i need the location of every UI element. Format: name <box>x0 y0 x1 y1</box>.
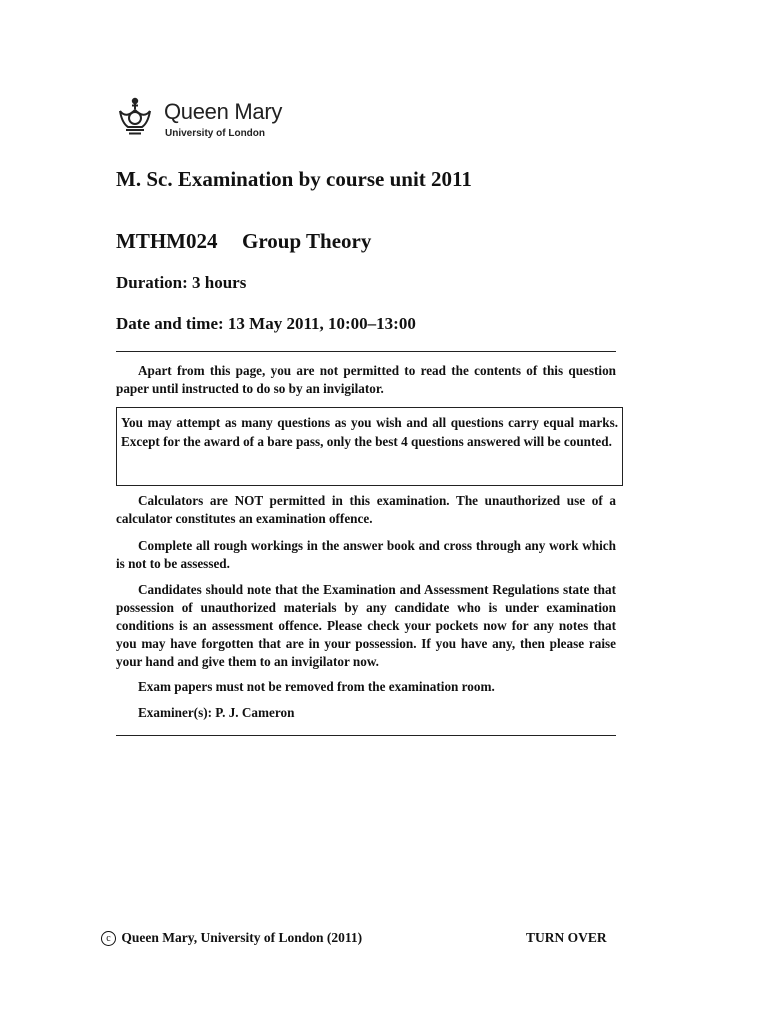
course-name: Group Theory <box>242 229 372 253</box>
copyright-footer <box>101 930 362 946</box>
course-code: MTHM024 <box>116 229 218 253</box>
turn-over: TURN OVER <box>526 930 607 945</box>
calculator-notice: Calculators are NOT permitted in this examination. The unauthorized use of a calculator constitutes an examination offence. <box>116 493 616 526</box>
rough-work-notice: Complete all rough workings in the answer book and cross through any work which is not to be assessed. <box>116 538 616 571</box>
examiners: Examiner(s): P. J. Cameron <box>138 705 295 720</box>
regulations-notice: Candidates should note that the Examination and Assessment Regulations state that possession of unauthorized materials by any candidate who is under examination conditions is an assessment offence. Please check your pockets now for any notes that you may have forgotten that are in your possession. If you have any, then please raise your hand and give them to an invigilator now. <box>116 582 616 669</box>
removal-notice: Exam papers must not be removed from the examination room. <box>138 679 495 694</box>
logo-subtitle: University of London <box>165 128 265 139</box>
course-heading <box>116 229 371 254</box>
copyright-icon: c <box>101 931 116 946</box>
exam-title: M. Sc. Examination by course unit 2011 <box>116 167 472 191</box>
bottom-divider <box>116 735 616 736</box>
marking-notice-box <box>116 407 623 486</box>
duration: Duration: 3 hours <box>116 273 247 292</box>
copyright-text: Queen Mary, University of London (2011) <box>121 930 363 945</box>
marking-notice: You may attempt as many questions as you wish and all questions carry equal marks. Except for the award of a bare pass, only the best 4 questions answered will be counted. <box>121 415 618 449</box>
reading-notice: Apart from this page, you are not permitted to read the contents of this question paper until instructed to do so by an invigilator. <box>116 363 616 396</box>
top-divider <box>116 351 616 352</box>
crown-icon <box>116 97 156 137</box>
university-logo <box>116 97 296 141</box>
logo-name: Queen Mary <box>164 99 283 124</box>
date-and-time: Date and time: 13 May 2011, 10:00–13:00 <box>116 314 416 333</box>
